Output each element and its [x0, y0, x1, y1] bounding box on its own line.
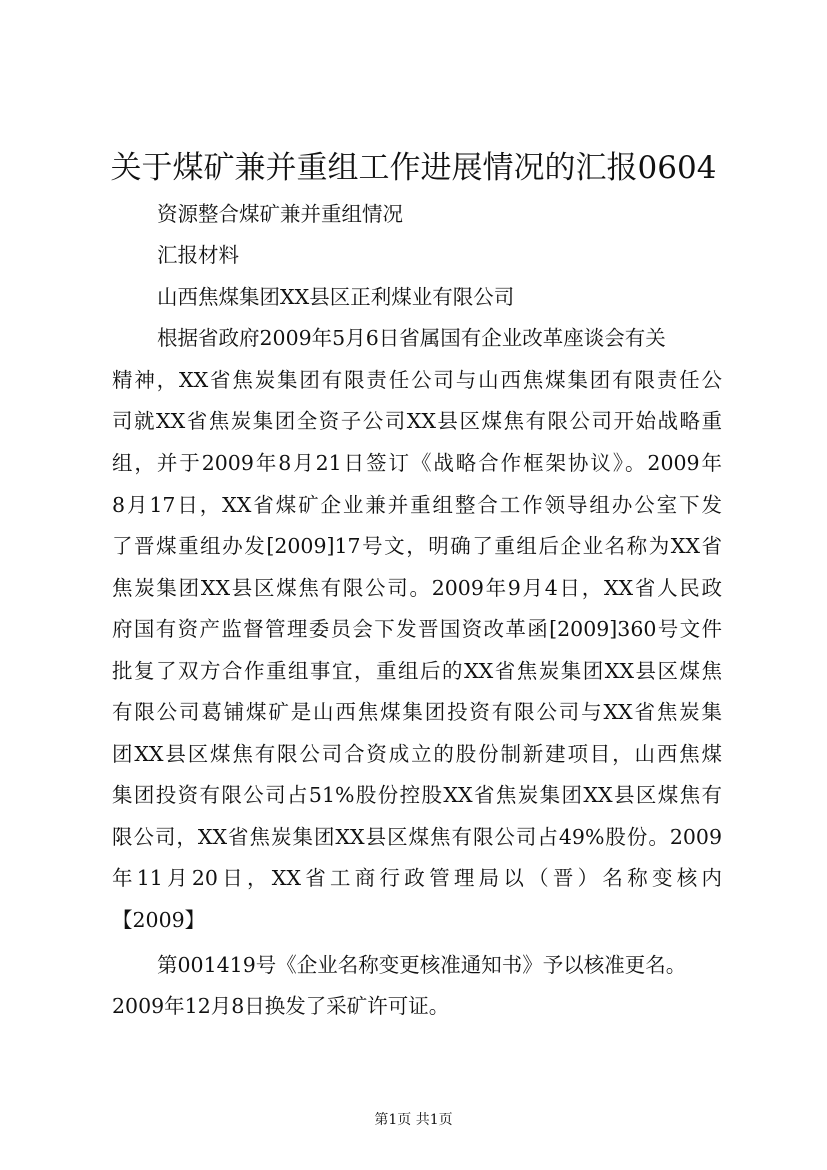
body-line: 团XX县区煤焦有限公司合资成立的股份制新建项目，山西焦煤 [112, 742, 722, 766]
subtitle-line-2: 汇报材料 [157, 243, 239, 267]
body-line: 司就XX省焦炭集团全资子公司XX县区煤焦有限公司开始战略重 [112, 409, 722, 433]
body-line: 8月17日，XX省煤矿企业兼并重组整合工作领导组办公室下发 [112, 493, 722, 517]
company-name-line: 山西焦煤集团XX县区正利煤业有限公司 [157, 285, 515, 309]
final-line-2: 2009年12月8日换发了采矿许可证。 [112, 994, 450, 1018]
document-title: 关于煤矿兼并重组工作进展情况的汇报0604 [110, 150, 717, 186]
body-line: 集团投资有限公司占51%股份控股XX省焦炭集团XX县区煤焦有 [112, 783, 722, 807]
body-line: 焦炭集团XX县区煤焦有限公司。2009年9月4日，XX省人民政 [112, 576, 722, 600]
body-line: 有限公司葛铺煤矿是山西焦煤集团投资有限公司与XX省焦炭集 [112, 700, 722, 724]
page-footer: 第1页 共1页 [374, 1112, 453, 1128]
body-line: 组，并于2009年8月21日签订《战略合作框架协议》。2009年 [112, 451, 722, 475]
body-line: 根据省政府2009年5月6日省属国有企业改革座谈会有关 [157, 326, 666, 350]
final-line-1: 第001419号《企业名称变更核准通知书》予以核准更名。 [157, 953, 687, 977]
body-line: 【2009】 [112, 908, 206, 932]
body-line: 年11月20日，XX省工商行政管理局以（晋）名称变核内 [112, 866, 722, 890]
body-line: 批复了双方合作重组事宜，重组后的XX省焦炭集团XX县区煤焦 [112, 659, 722, 683]
body-line: 了晋煤重组办发[2009]17号文，明确了重组后企业名称为XX省 [112, 534, 722, 558]
body-line: 限公司，XX省焦炭集团XX县区煤焦有限公司占49%股份。2009 [112, 825, 722, 849]
subtitle-line-1: 资源整合煤矿兼并重组情况 [157, 202, 403, 226]
body-line: 府国有资产监督管理委员会下发晋国资改革函[2009]360号文件 [112, 617, 722, 641]
body-line: 精神，XX省焦炭集团有限责任公司与山西焦煤集团有限责任公 [112, 368, 722, 392]
